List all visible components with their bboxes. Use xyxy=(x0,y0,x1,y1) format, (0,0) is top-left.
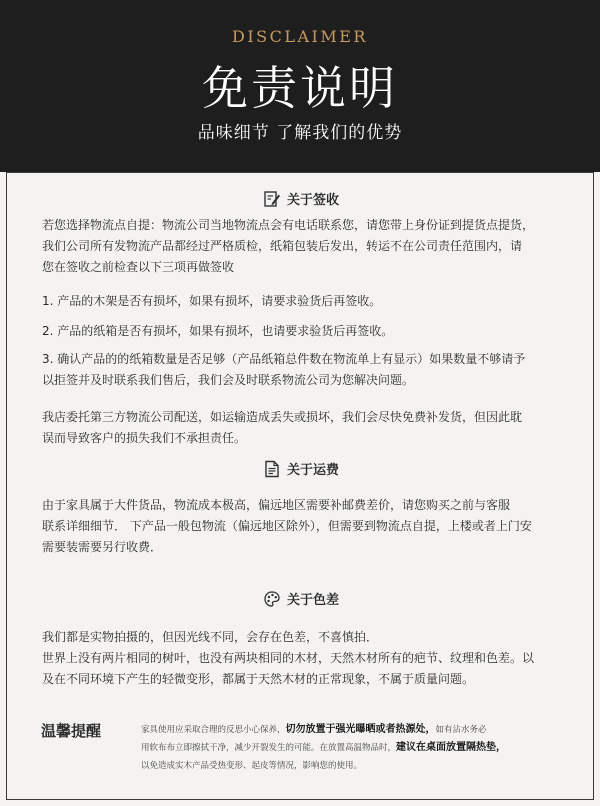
palette-icon xyxy=(263,590,281,608)
reminder-text: 家具使用应采取合理的反思小心保养，切勿放置于强光曝晒或者热源处，如有沾水务必 用软布布立即擦拭干净，减少开裂发生的可能。在放置高温物品时，建议在桌面放置隔热垫， 以免造成实木产品受热变形、起皮等情况，影响您的使用。 xyxy=(141,724,507,771)
section-heading-sign xyxy=(7,189,595,211)
sign-intro: 若您选择物流点自提：物流公司当地物流点会有电话联系您，请您带上身份证到提货点提货， 我们公司所有发物流产品都经过严格质检，纸箱包装后发出，转运不在公司责任范围内，请 您在签收之前检查以下三项再做签收 xyxy=(42,218,535,274)
color-text: 我们都是实物拍摄的，但因光线不同，会存在色差，不喜慎拍． 世界上没有两片相同的树叶，也没有两块相同的木材，天然木材所有的疤节、纹理和色差。以 及在不同环境下产生的轻微变形，都属于天然木材的正常现象，不属于质量问题。 xyxy=(42,630,535,686)
page-title: 免责说明 xyxy=(202,61,398,115)
disclaimer-header xyxy=(0,0,600,172)
document-icon xyxy=(263,460,281,478)
section-title-freight: 关于运费 xyxy=(286,463,339,478)
page-subtitle: 品味细节 了解我们的优势 xyxy=(197,123,403,143)
edit-document-icon xyxy=(263,190,281,208)
freight-text: 由于家具属于大件货品，物流成本极高，偏远地区需要补邮费差价，请您购买之前与客服 联系详细细节． 下产品一般包物流（偏远地区除外），但需要到物流点自提，上楼或者上门安 需要装需要另行收费． xyxy=(42,498,532,554)
sign-note: 我店委托第三方物流公司配送，如运输造成丢失或损坏，我们会尽快免费补发货，但因此耽 误而导致客户的损失我们不承担责任。 xyxy=(42,410,523,445)
sign-item-1: 1. 产品的木架是否有损坏，如果有损坏，请要求验货后再签收。 xyxy=(42,294,382,308)
sign-item-3: 3. 确认产品的的纸箱数量是否足够（产品纸箱总件数在物流单上有显示）如果数量不够请予 以拒签并及时联系我们售后，我们会及时联系物流公司为您解决问题。 xyxy=(42,352,526,387)
english-title: DISCLAIMER xyxy=(232,27,368,46)
section-title-color: 关于色差 xyxy=(286,593,339,608)
section-heading-color xyxy=(7,589,595,611)
disclaimer-panel xyxy=(6,172,594,800)
section-title-sign: 关于签收 xyxy=(286,193,339,208)
sign-item-2: 2. 产品的纸箱是否有损坏，如果有损坏，也请要求验货后再签收。 xyxy=(42,324,394,338)
section-heading-freight xyxy=(7,459,595,481)
reminder-title: 温馨提醒 xyxy=(41,722,102,740)
